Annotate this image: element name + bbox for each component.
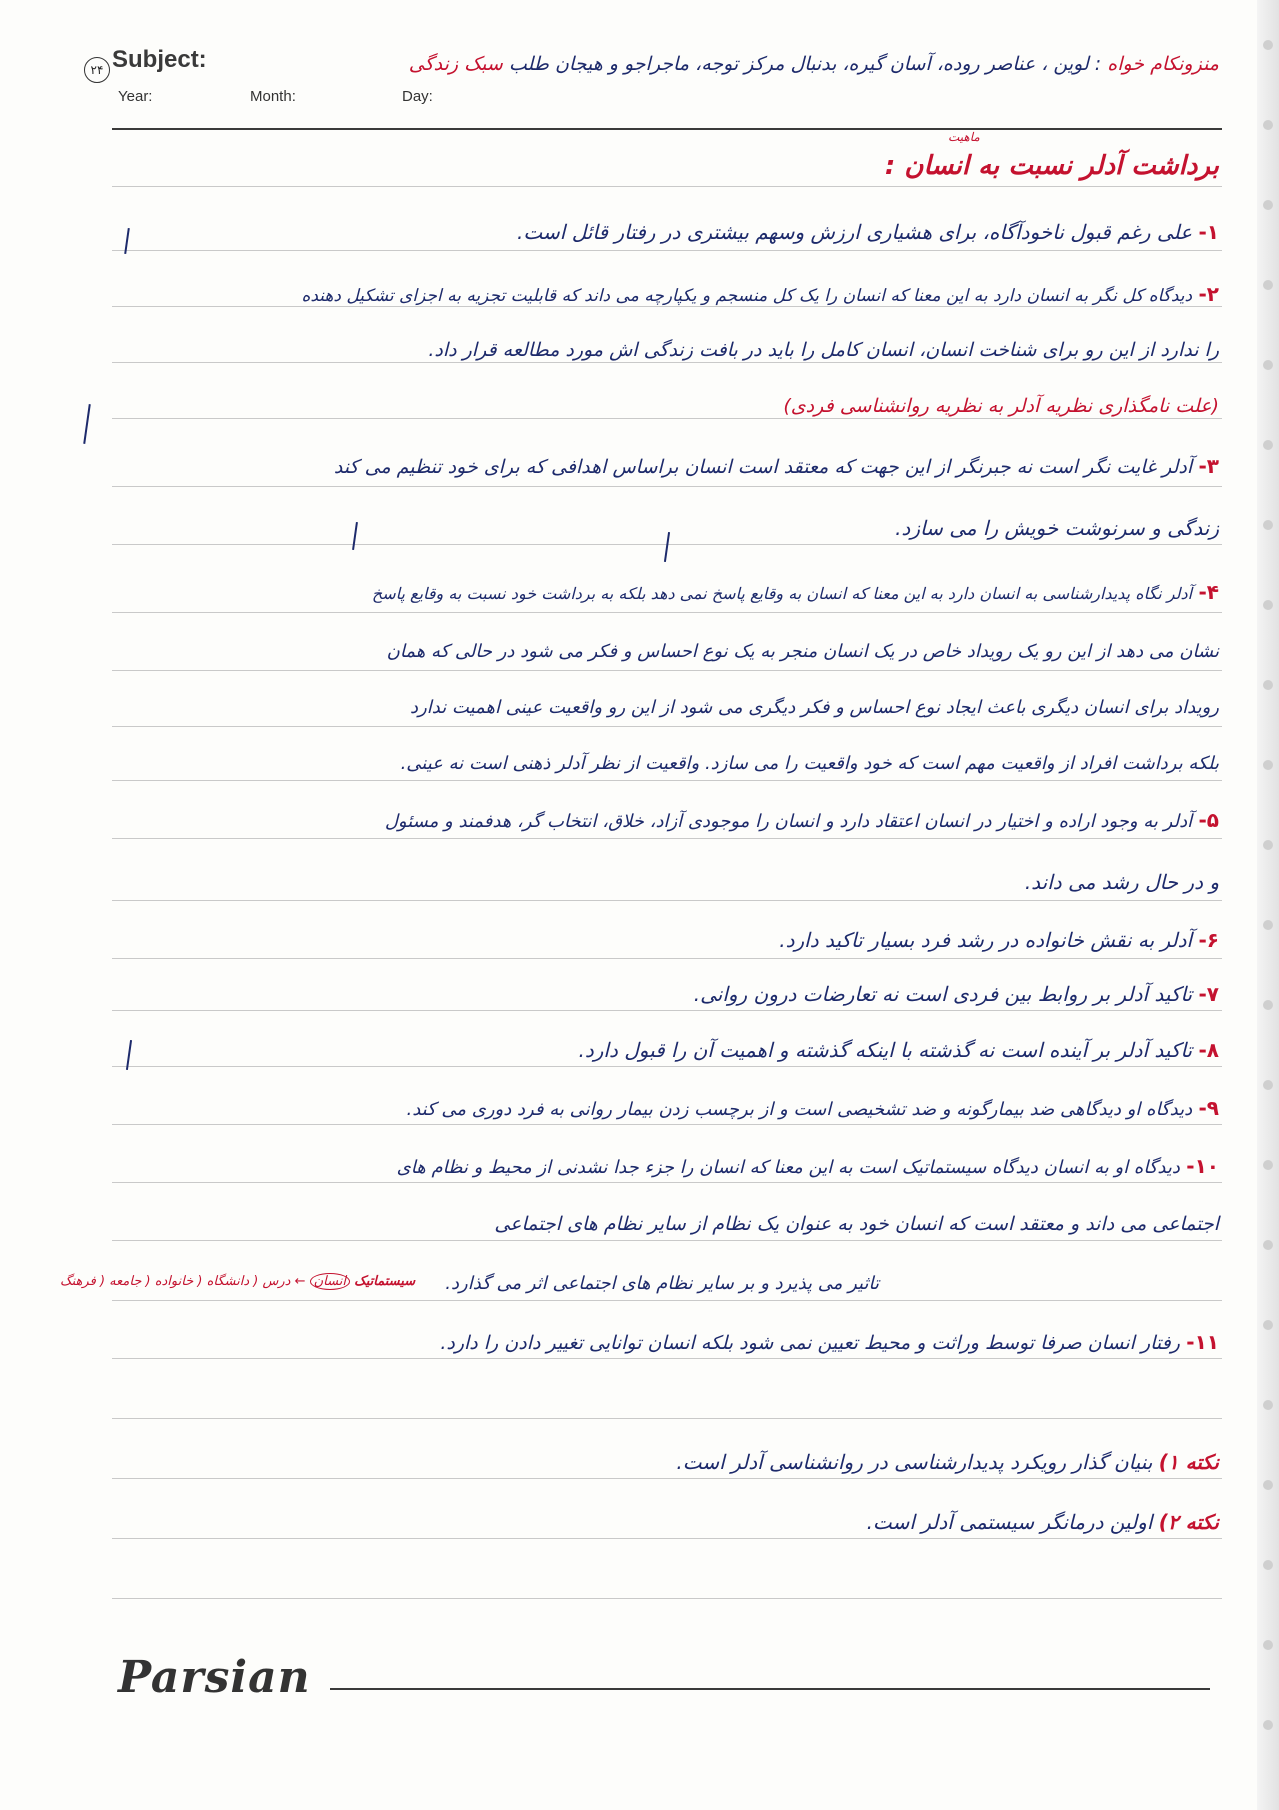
rule-line (112, 250, 1222, 251)
chain-item: خانواده (154, 1274, 194, 1289)
rule-line (112, 780, 1222, 781)
list-item (517, 218, 1219, 246)
spiral-binding (1257, 0, 1279, 1810)
chain-item: دانشگاه (206, 1274, 250, 1289)
pen-mark (83, 404, 91, 444)
binding-hole (1263, 40, 1273, 50)
list-item (779, 926, 1219, 954)
list-item-continuation: زندگی و سرنوشت خویش را می سازد. (895, 516, 1219, 540)
binding-hole (1263, 1000, 1273, 1010)
chain-item: جامعه (109, 1274, 142, 1289)
item-number: ۱۰- (1186, 1154, 1219, 1178)
item-text: تاکید آدلر بر آینده است نه گذشته با اینکه گذشته و اهمیت آن را قبول دارد. (578, 1038, 1193, 1062)
note-label: نکته ۲) (1158, 1510, 1219, 1534)
subject-label: Subject: (112, 46, 207, 73)
list-item-continuation: تاثیر می پذیرد و بر سایر نظام های اجتماعی اثر می گذارد. (445, 1273, 879, 1294)
list-item (301, 280, 1219, 310)
item-text: تاکید آدلر بر روابط بین فردی است نه تعارضات درون روانی. (693, 982, 1193, 1006)
rule-line (112, 612, 1222, 613)
rule-line (112, 1418, 1222, 1419)
rule-line (112, 958, 1222, 959)
rule-line (112, 186, 1222, 187)
binding-hole (1263, 680, 1273, 690)
list-item (579, 1036, 1220, 1064)
item-text: رفتار انسان صرفا توسط وراثت و محیط تعیین نمی شود بلکه انسان توانایی تغییر دادن را دارد. (440, 1332, 1180, 1354)
item-text: دیدگاه او به انسان دیدگاه سیستماتیک است به این معنا که انسان را جزء جدا نشدنی از محیط و نظام های (396, 1157, 1180, 1178)
list-item (440, 1328, 1219, 1357)
binding-hole (1263, 1640, 1273, 1650)
list-item (694, 980, 1219, 1008)
list-item (372, 578, 1219, 608)
list-item-continuation: بلکه برداشت افراد از واقعیت مهم است که خود واقعیت را می سازد. واقعیت از نظر آدلر ذهنی است نه عینی. (400, 753, 1219, 774)
systems-label: سیستماتیک (354, 1274, 416, 1289)
title-body: لوین ، عناصر روده، آسان گیره، بدنبال مرکز توجه، ماجراجو و هیجان طلب (508, 53, 1089, 75)
chain-item: درس (262, 1274, 291, 1289)
binding-hole (1263, 840, 1273, 850)
item-text: آدلر به نقش خانواده در رشد فرد بسیار تاکید دارد. (779, 928, 1193, 952)
binding-hole (1263, 120, 1273, 130)
item-number: ۱۱- (1186, 1330, 1219, 1354)
item-text: علی رغم قبول ناخودآگاه، برای هشیاری ارزش وسهم بیشتری در رفتار قائل است. (517, 220, 1193, 244)
rule-line (112, 1598, 1222, 1599)
title-suffix: سبک زندگی (408, 53, 503, 75)
item-text: آدلر غایت نگر است نه جبرنگر از این جهت که معتقد است انسان براساس اهدافی که برای خود تنظیم می کند (333, 456, 1193, 478)
chain-item: فرهنگ (60, 1274, 96, 1289)
item-number: ۴- (1198, 580, 1219, 604)
item-number: ۷- (1198, 982, 1219, 1006)
binding-hole (1263, 440, 1273, 450)
pen-mark (352, 522, 358, 550)
binding-hole (1263, 920, 1273, 930)
item-number: ۶- (1198, 928, 1219, 952)
rule-line (112, 838, 1222, 839)
item-number: ۹- (1198, 1096, 1219, 1120)
rule-line (112, 1010, 1222, 1011)
day-label: Day: (402, 88, 433, 105)
binding-hole (1263, 1320, 1273, 1330)
binding-hole (1263, 1160, 1273, 1170)
rule-line (112, 1478, 1222, 1479)
footer-rule (330, 1688, 1210, 1690)
binding-hole (1263, 1080, 1273, 1090)
pen-mark (664, 532, 670, 562)
binding-hole (1263, 1720, 1273, 1730)
binding-hole (1263, 1480, 1273, 1490)
list-item-continuation: نشان می دهد از این رو یک رویداد خاص در یک انسان منجر به یک نوع احساس و فکر می شود در حالی که همان (386, 641, 1219, 662)
item-number: ۱- (1198, 220, 1219, 244)
list-item (397, 1152, 1219, 1182)
rule-line (112, 726, 1222, 727)
list-item (406, 1094, 1219, 1124)
binding-hole (1263, 280, 1273, 290)
year-label: Year: (118, 88, 153, 105)
rule-line (112, 900, 1222, 901)
rule-line (112, 1240, 1222, 1241)
list-item-continuation: را ندارد از این رو برای شناخت انسان، انسان کامل را باید در بافت زندگی اش مورد مطالعه قرار داد. (428, 339, 1219, 361)
title-line: منزونکام خواه : لوین ، عناصر روده، آسان گیره، بدنبال مرکز توجه، ماجراجو و هیجان طلب سبک زندگی (408, 53, 1219, 75)
rule-line (112, 1358, 1222, 1359)
month-label: Month: (250, 88, 296, 105)
binding-hole (1263, 200, 1273, 210)
rule-line (112, 486, 1222, 487)
binding-hole (1263, 760, 1273, 770)
systems-chain: سیستماتیک انسان ← درس ( دانشگاه ( خانواده ( جامعه ( فرهنگ (60, 1274, 416, 1289)
item-number: ۸- (1198, 1038, 1219, 1062)
binding-hole (1263, 1240, 1273, 1250)
heading-annotation: ماهیت (948, 130, 980, 144)
binding-hole (1263, 520, 1273, 530)
item-number: ۲- (1198, 282, 1219, 306)
note-text: اولین درمانگر سیستمی آدلر است. (866, 1510, 1153, 1534)
item-text: دیدگاه او دیدگاهی ضد بیمارگونه و ضد تشخیصی است و از برچسب زدن بیمار روانی به فرد دوری می کند. (406, 1099, 1193, 1120)
item-text: آدلر به وجود اراده و اختیار در انسان اعتقاد دارد و انسان را موجودی آزاد، خلاق، انتخاب گر، هدفمند و مسئول (384, 811, 1193, 832)
rule-line (112, 670, 1222, 671)
list-item-continuation: رویداد برای انسان دیگری باعث ایجاد نوع احساس و فکر دیگری می شود از این رو واقعیت عینی اهمیت ندارد (410, 697, 1219, 718)
chain-item: انسان (310, 1273, 350, 1290)
rule-line (112, 1300, 1222, 1301)
list-item-continuation: اجتماعی می داند و معتقد است که انسان خود به عنوان یک نظام از سایر نظام های اجتماعی (494, 1213, 1219, 1235)
item-number: ۵- (1198, 808, 1219, 832)
section-heading: برداشت آدلر نسبت به انسان : (884, 151, 1219, 181)
title-prefix: منزونکام خواه (1107, 53, 1219, 75)
note-2 (867, 1508, 1219, 1536)
item-number: ۳- (1198, 454, 1219, 478)
page-number-badge: ۲۴ (84, 57, 110, 83)
header-rule (112, 128, 1222, 130)
list-item (385, 806, 1219, 836)
item-text: دیدگاه کل نگر به انسان دارد به این معنا که انسان را یک کل منسجم و یکپارچه می داند که قابلیت تجزیه به اجزای تشکیل دهنده (301, 286, 1193, 306)
brand-logo: Parsian (118, 1652, 311, 1703)
note-text: بنیان گذار رویکرد پدیدارشناسی در روانشناسی آدلر است. (676, 1450, 1153, 1474)
list-item-note: (علت نامگذاری نظریه آدلر به نظریه روانشناسی فردی) (783, 395, 1219, 417)
binding-hole (1263, 600, 1273, 610)
list-item (334, 452, 1219, 481)
list-item-continuation: و در حال رشد می داند. (1024, 870, 1219, 894)
item-text: آدلر نگاه پدیدارشناسی به انسان دارد به این معنا که انسان به وقایع پاسخ نمی دهد بلکه به برداشت خود نسبت به وقایع پاسخ (371, 584, 1193, 603)
rule-line (112, 1066, 1222, 1067)
binding-hole (1263, 1560, 1273, 1570)
note-label: نکته ۱) (1158, 1450, 1219, 1474)
rule-line (112, 1182, 1222, 1183)
binding-hole (1263, 1400, 1273, 1410)
rule-line (112, 1124, 1222, 1125)
note-1 (676, 1448, 1219, 1476)
rule-line (112, 1538, 1222, 1539)
binding-hole (1263, 360, 1273, 370)
